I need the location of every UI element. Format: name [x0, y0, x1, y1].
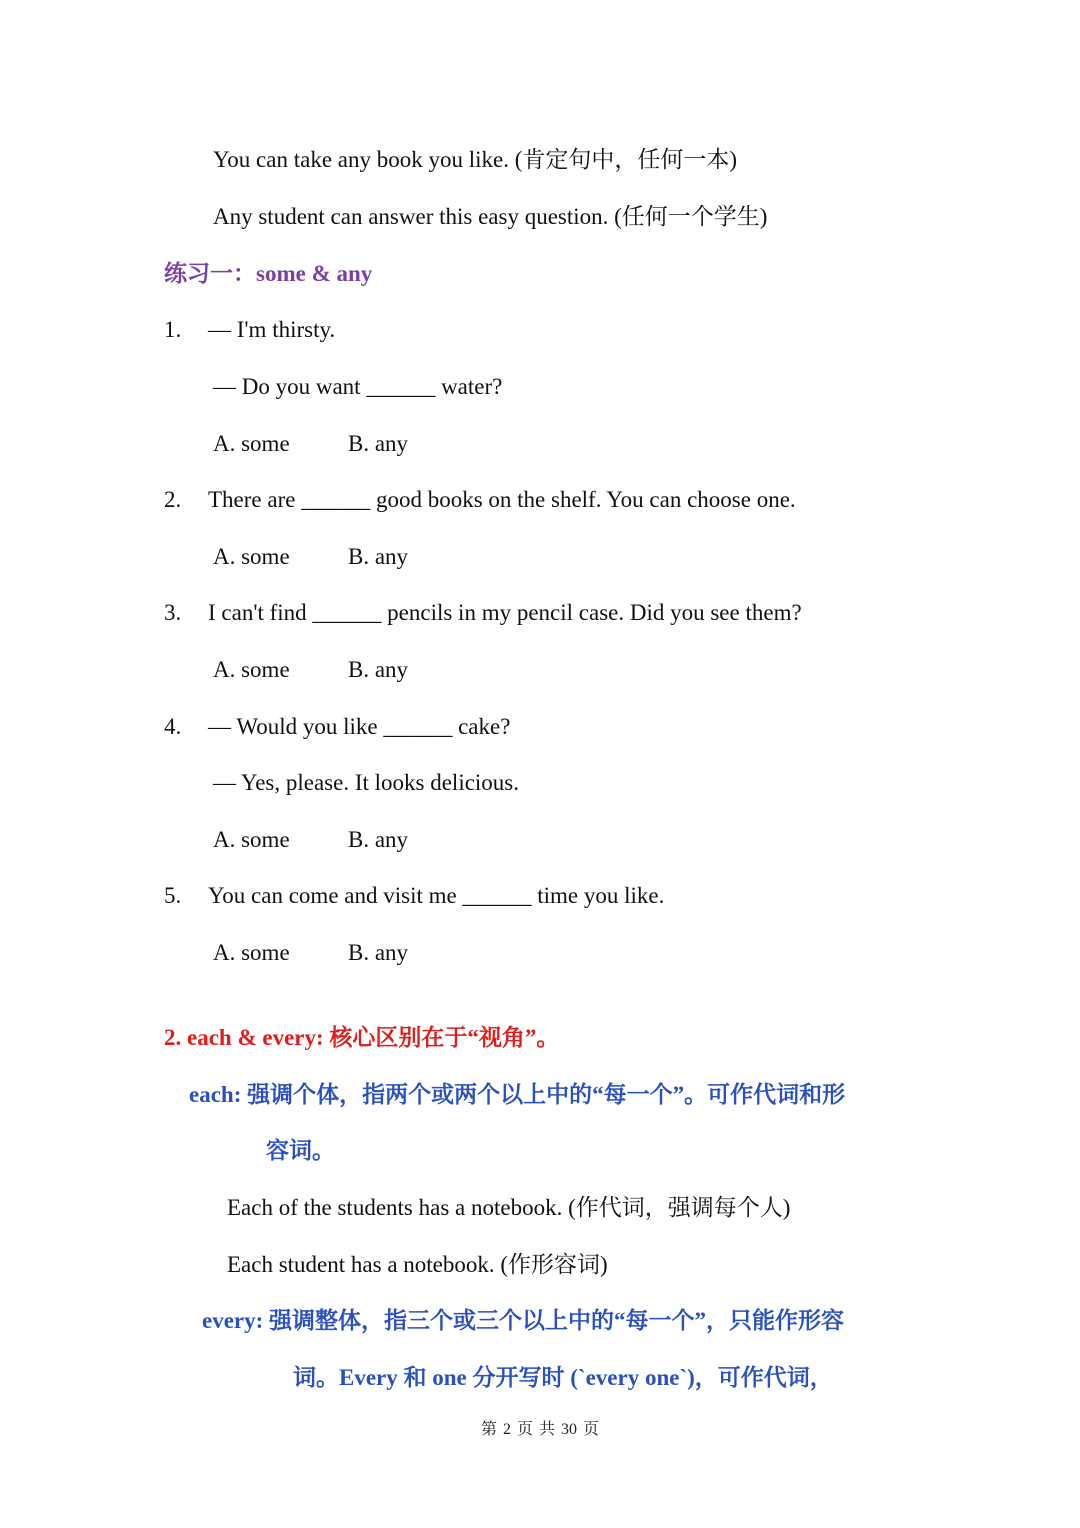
intro-line-1: You can take any book you like. (肯定句中，任何一本)	[213, 147, 738, 172]
each-definition: each: 强调个体，指两个或两个以上中的“每一个”。可作代词和形	[189, 1082, 846, 1107]
question-number: 4.	[164, 714, 182, 739]
intro-line-2: Any student can answer this easy question. (任何一个学生)	[213, 204, 768, 229]
question-number: 2.	[164, 487, 182, 512]
question-text: You can come and visit me ______ time you like.	[208, 883, 665, 908]
question-number: 1.	[164, 317, 182, 342]
option-a: A. some	[213, 827, 290, 852]
question-text: — I'm thirsty.	[208, 317, 336, 342]
every-definition-cont: 词。Every 和 one 分开写时 (`every one`)，可作代词，	[293, 1365, 833, 1390]
question-number: 5.	[164, 883, 182, 908]
question-text: — Would you like ______ cake?	[208, 714, 511, 739]
section-2-heading: 2. each & every: 核心区别在于“视角”。	[164, 1025, 560, 1050]
question-1-line-2: — Do you want ______ water?	[213, 374, 503, 399]
question-text: There are ______ good books on the shelf. You can choose one.	[208, 487, 796, 512]
footer-label: 共	[539, 1421, 556, 1438]
option-a: A. some	[213, 544, 290, 569]
each-example-2: Each student has a notebook. (作形容词)	[227, 1252, 608, 1277]
option-a: A. some	[213, 657, 290, 682]
option-b: B. any	[348, 940, 409, 965]
total-pages: 30	[561, 1421, 578, 1438]
footer-label: 页	[516, 1421, 533, 1438]
question-text: I can't find ______ pencils in my pencil case. Did you see them?	[208, 600, 802, 625]
question-4-line-2: — Yes, please. It looks delicious.	[213, 770, 520, 795]
question-number: 3.	[164, 600, 182, 625]
exercise-heading: 练习一：some & any	[164, 261, 373, 286]
each-definition-cont: 容词。	[266, 1138, 335, 1163]
every-definition: every: 强调整体，指三个或三个以上中的“每一个”，只能作形容	[202, 1308, 845, 1333]
option-a: A. some	[213, 431, 290, 456]
option-b: B. any	[348, 544, 409, 569]
option-a: A. some	[213, 940, 290, 965]
page-number: 2	[502, 1421, 511, 1438]
each-example-1: Each of the students has a notebook. (作代词，强调每个人)	[227, 1195, 791, 1220]
footer-label: 第	[480, 1421, 497, 1438]
footer-label: 页	[583, 1421, 600, 1438]
option-b: B. any	[348, 827, 409, 852]
page-footer	[0, 1419, 1080, 1441]
option-b: B. any	[348, 431, 409, 456]
option-b: B. any	[348, 657, 409, 682]
